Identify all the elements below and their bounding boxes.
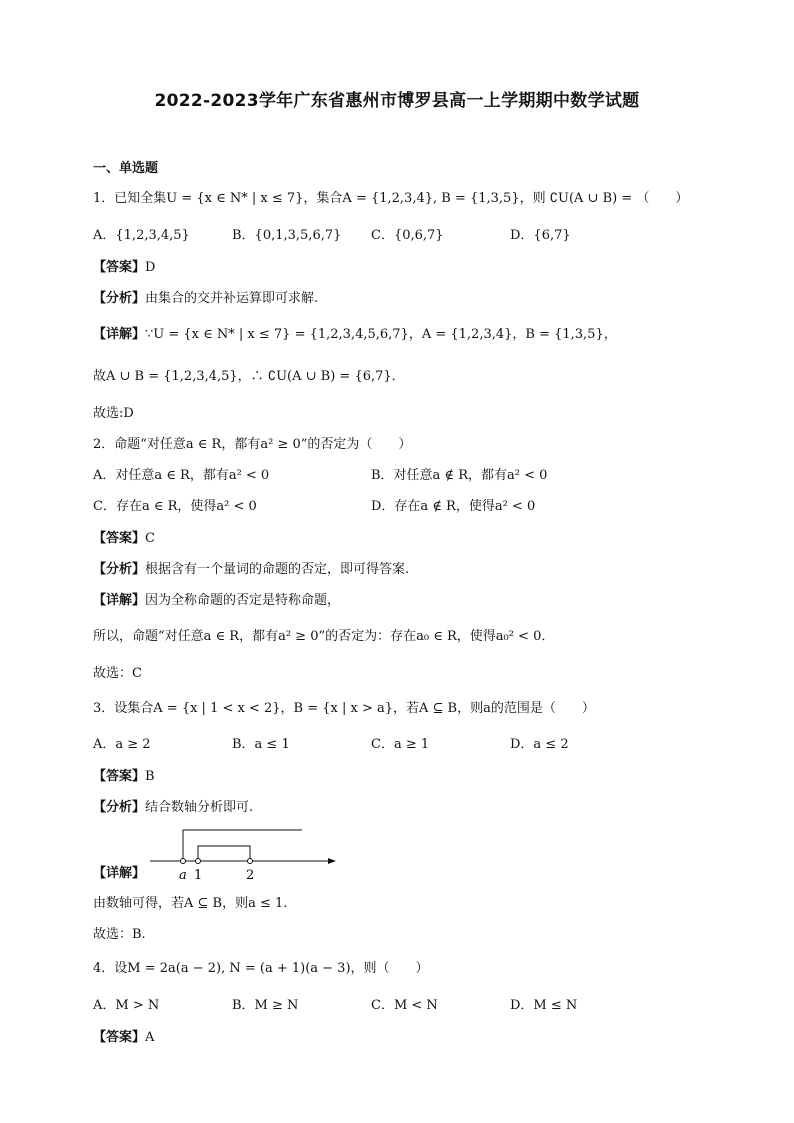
q3-stem: 3．设集合A = {x | 1 < x < 2}，B = {x | x > a}，若A ⊆ B，则a的范围是（ ） (93, 701, 595, 716)
q2-conclusion: 故选：C (93, 666, 142, 681)
q3-conclusion: 故选：B. (93, 927, 146, 942)
q1-detail-2: 故A ∪ B = {1,2,3,4,5}，∴ ∁U(A ∪ B) = {6,7}． (93, 369, 405, 384)
answer-tag: 【答案】 (93, 1030, 146, 1045)
q2-stem: 2．命题“对任意a ∈ R，都有a² ≥ 0”的否定为（ ） (93, 437, 412, 452)
q1-analysis (93, 290, 318, 308)
axis-label-a: a (179, 868, 187, 883)
q3-detail-2: 由数轴可得，若A ⊆ B，则a ≤ 1. (93, 896, 288, 911)
q4-option-a: A．M > N (93, 998, 160, 1013)
point-2 (248, 859, 253, 864)
q1-detail (93, 326, 617, 344)
q1-option-c: C．{0,6,7} (371, 228, 444, 243)
q4-stem: 4．设M = 2a(a − 2), N = (a + 1)(a − 3)，则（ ） (93, 961, 429, 976)
q4-answer (93, 1029, 154, 1047)
q2-answer (93, 530, 155, 548)
q1-answer (93, 259, 155, 277)
answer-value: C (145, 531, 155, 546)
q1-option-b: B．{0,1,3,5,6,7} (232, 228, 342, 243)
q2-detail-2: 所以，命题“对任意a ∈ R，都有a² ≥ 0”的否定为：存在a₀ ∈ R，使得a₀² < 0． (93, 629, 555, 644)
q4-option-d: D．M ≤ N (510, 998, 578, 1013)
axis-label-2: 2 (246, 868, 255, 883)
answer-value: D (145, 260, 156, 275)
q3-answer (93, 768, 155, 786)
axis-label-1: 1 (194, 868, 203, 883)
analysis-text: 根据含有一个量词的命题的否定，即可得答案. (145, 562, 410, 577)
q3-option-a: A．a ≥ 2 (93, 737, 151, 752)
q3-option-d: D．a ≤ 2 (510, 737, 569, 752)
analysis-text: 结合数轴分析即可. (145, 800, 254, 815)
q2-option-a: A．对任意a ∈ R，都有a² < 0 (93, 468, 270, 483)
answer-tag: 【答案】 (93, 260, 146, 275)
answer-value: B (145, 769, 155, 784)
q4-option-c: C．M < N (371, 998, 438, 1013)
q3-detail (93, 865, 145, 883)
q2-option-b: B．对任意a ∉ R，都有a² < 0 (371, 468, 548, 483)
point-a (181, 859, 186, 864)
detail-tag: 【详解】 (93, 593, 146, 608)
analysis-tag: 【分析】 (93, 291, 146, 306)
point-1 (196, 859, 201, 864)
answer-tag: 【答案】 (93, 769, 146, 784)
detail-tag: 【详解】 (93, 327, 146, 342)
answer-value: A (145, 1030, 155, 1045)
q2-option-c: C．存在a ∈ R，使得a² < 0 (93, 499, 257, 514)
detail-text: ∵U = {x ∈ N* | x ≤ 7} = {1,2,3,4,5,6,7}，A = {1,2,3,4}，B = {1,3,5}， (145, 327, 617, 342)
q3-analysis (93, 799, 253, 817)
q2-option-d: D．存在a ∉ R，使得a² < 0 (371, 499, 536, 514)
q3-option-b: B．a ≤ 1 (232, 737, 290, 752)
q1-option-d: D．{6,7} (510, 228, 571, 243)
analysis-tag: 【分析】 (93, 800, 146, 815)
answer-tag: 【答案】 (93, 531, 146, 546)
q2-detail (93, 592, 340, 610)
q4-option-b: B．M ≥ N (232, 998, 299, 1013)
analysis-text: 由集合的交并补运算即可求解. (145, 291, 319, 306)
q1-stem: 1．已知全集U = {x ∈ N* | x ≤ 7}，集合A = {1,2,3,4}, B = {1,3,5}，则 ∁U(A ∪ B) = （ ） (93, 191, 689, 206)
q3-option-c: C．a ≥ 1 (371, 737, 430, 752)
detail-text: 因为全称命题的否定是特称命题， (145, 593, 341, 608)
detail-tag: 【详解】 (93, 866, 146, 881)
number-line-diagram (150, 826, 350, 886)
set-a-bracket (198, 846, 250, 861)
page-title: 2022-2023学年广东省惠州市博罗县高一上学期期中数学试题 (154, 91, 640, 111)
q1-option-a: A．{1,2,3,4,5} (93, 228, 190, 243)
analysis-tag: 【分析】 (93, 562, 146, 577)
axis-arrow (328, 858, 336, 864)
q2-analysis (93, 561, 409, 579)
q1-conclusion: 故选:D (93, 406, 134, 421)
section-heading: 一、单选题 (93, 161, 159, 176)
